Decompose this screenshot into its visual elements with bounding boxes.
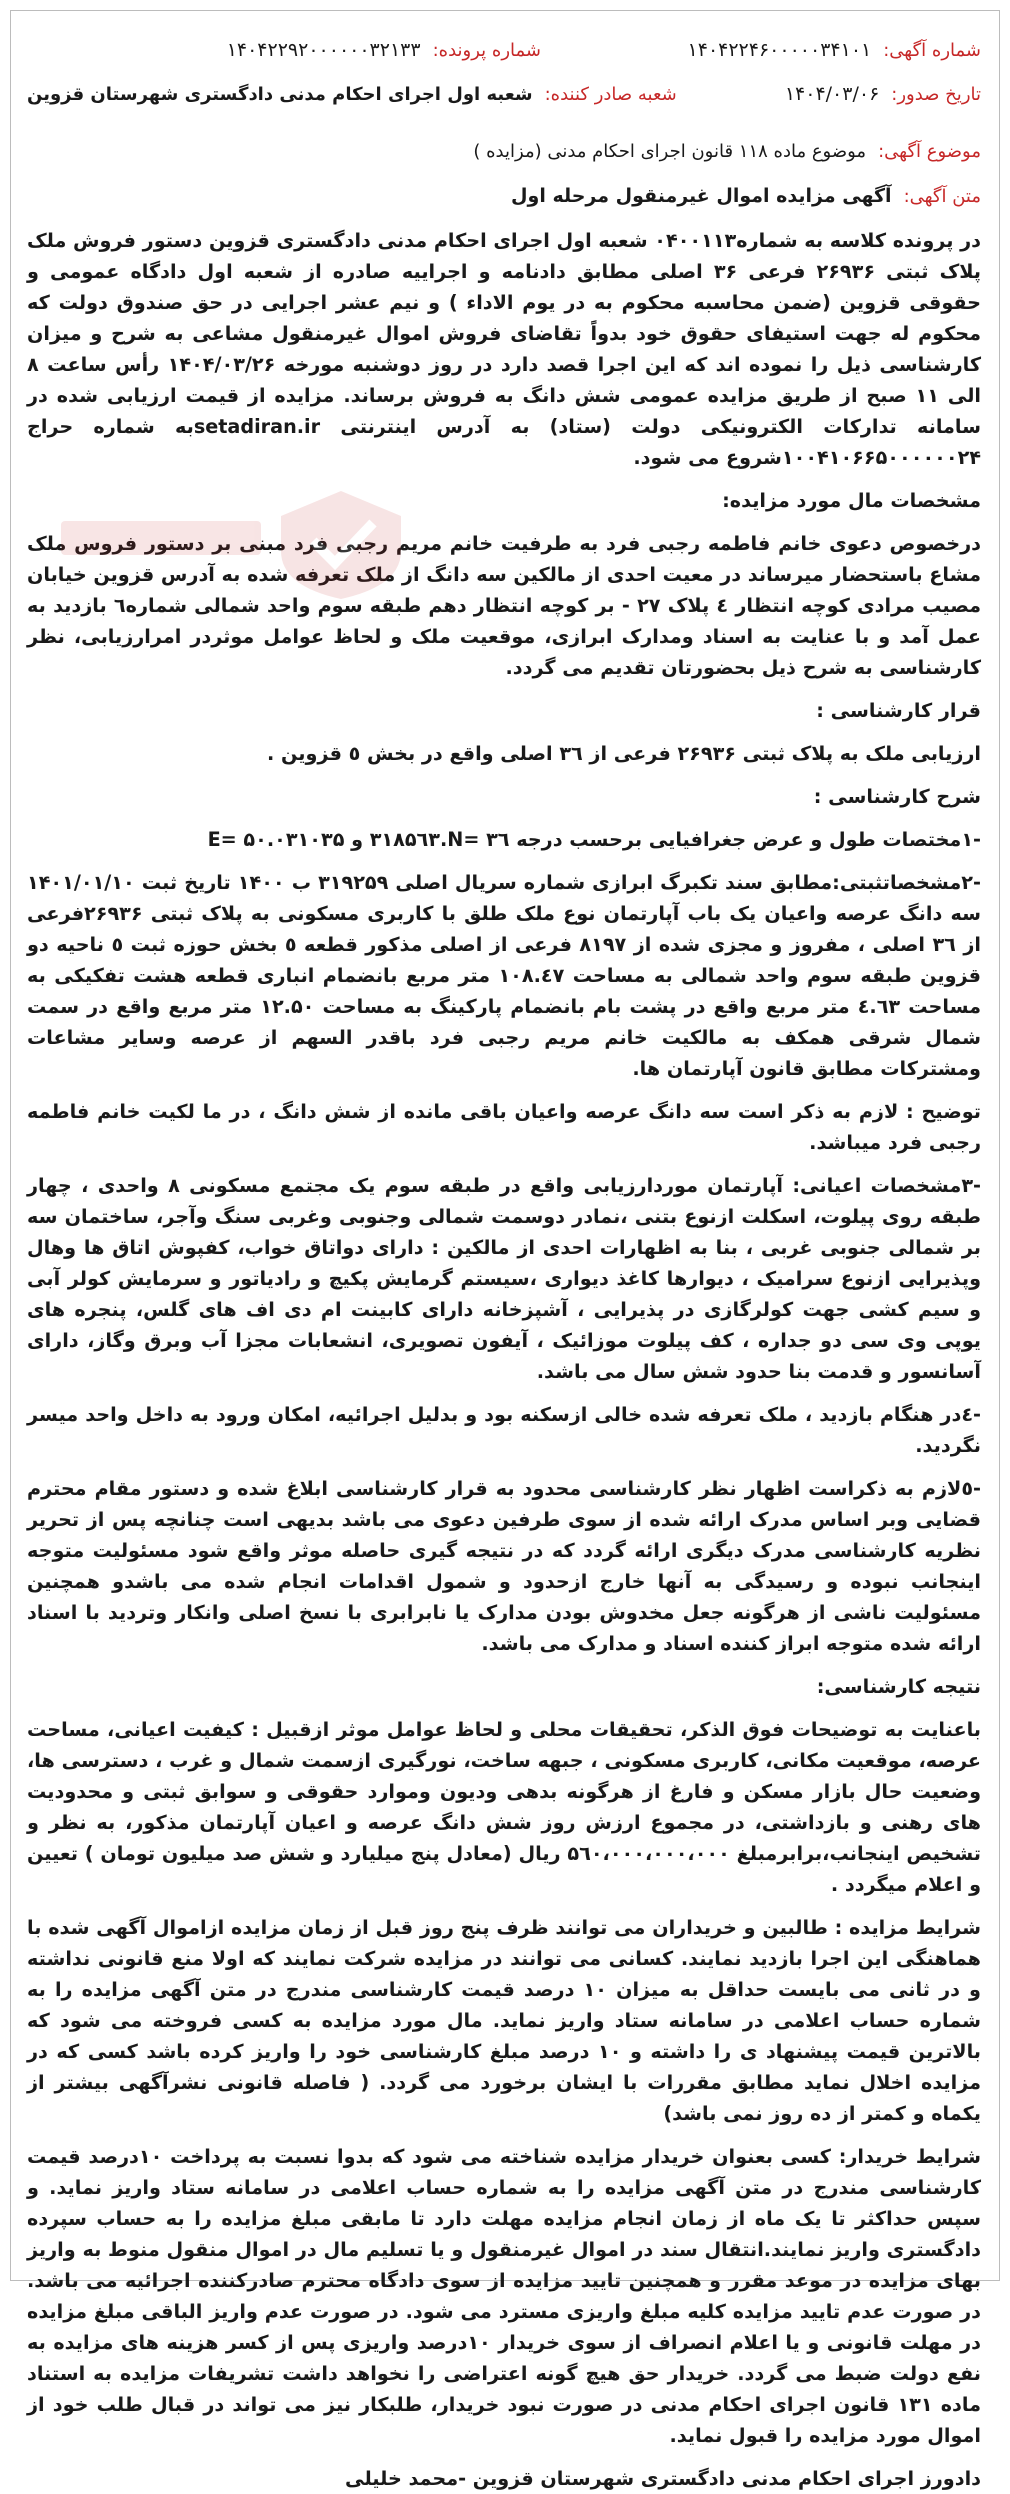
case-number: [27, 39, 541, 61]
issuer: [27, 84, 677, 105]
ad-number: [541, 39, 981, 61]
header-row-2: [27, 83, 981, 127]
issue-date-value: ۱۴۰۴/۰۳/۰۶: [784, 83, 880, 105]
paragraph-registration: -۲مشخصاتثبتی:مطابق سند تکبرگ ابرازی شماره سریال اصلی ۳۱۹۲۵۹ ب ۱۴۰۰ تاریخ ثبت ۱۴۰۱/۰۱/۱۰ سه دانگ عرصه واعیان یک باب آپارتمان نوع ملک طلق با کاربری مسکونی به پلاک ثبتی ۲۶۹۳۶فرعی از ۳٦ اصلی ، مفروز و مجزی شده از ۸۱۹۷ فرعی از اصلی مذکور قطعه ٥ بخش حوزه ثبت ٥ ناحیه دو قزوین طبقه سوم واحد شمالی به مساحت ۱۰۸.٤۷ متر مربع بانضمام انباری قطعه هشت تفکیکی به مساحت ٤.٦۳ متر مربع واقع در پشت بام بانضمام پارکینگ به مساحت ۱۲.۵۰ متر مربع واقع در سمت شمال شرقی همکف به مالکیت خانم مریم رجبی فرد باقدر السهم از عرصه وسایر مشاعات ومشترکات مطابق قانون آپارتمان ها.: [27, 871, 981, 1080]
text-label: متن آگهی:: [903, 186, 981, 207]
subject-row: [27, 141, 981, 185]
text-title-row: [27, 185, 981, 225]
paragraph-order: ارزیابی ملک به پلاک ثبتی ۲۶۹۳۶ فرعی از ۳٦ اصلی واقع در بخش ٥ قزوین .: [267, 742, 981, 765]
section-title-description: شرح کارشناسی :: [813, 785, 981, 808]
paragraph-coordinates: -۱مختصات طول و عرض جغرافیایی برحسب درجه N= ۳٦.۳۱۸۵٦۳ و E= ۵۰.۰۳۱۰۳۵: [207, 828, 981, 851]
ad-number-value: ۱۴۰۴۲۲۴۶۰۰۰۰۰۳۴۱۰۱: [687, 39, 872, 61]
subject-label: موضوع آگهی:: [878, 141, 981, 162]
section-title-result: نتیجه کارشناسی:: [816, 1675, 981, 1698]
issuer-label: شعبه صادر کننده:: [544, 84, 677, 105]
header-row-1: [27, 39, 981, 83]
notice-document: [10, 10, 1000, 2490]
text-title: آگهی مزایده اموال غیرمنقول مرحله اول: [511, 185, 892, 207]
paragraph-intro: در پرونده کلاسه به شماره۰۴۰۰۱۱۳ شعبه اول اجرای احکام مدنی دادگستری قزوین دستور فروش ملک پلاک ثبتی ۲۶۹۳۶ فرعی ۳۶ اصلی مطابق دادنامه و اجراییه صادره از شعبه اول دادگاه عمومی و حقوقی قزوین (ضمن محاسبه محکوم به در یوم الاداء ) و نیم عشر اجرایی در حق صندوق دولت که محکوم له جهت استیفای حقوق خود بدواً تقاضای فروش اموال غیرمنقول مشاعی به شرح و میزان کارشناسی ذیل را نموده اند که این اجرا قصد دارد در روز دوشنبه مورخه ۱۴۰۴/۰۳/۲۶ رأس ساعت ۸ الی ۱۱ صبح از طریق مزایده عمومی شش دانگ به فروش برساند. مزایده از قیمت ارزیابی شده در سامانه تدارکات الکترونیکی دولت (ستاد) به آدرس اینترنتی setadiran.irبه شماره حراج ۱۰۰۴۱۰۶۶۵۰۰۰۰۰۰۲۴شروع می شود.: [27, 229, 982, 469]
issue-date-label: تاریخ صدور:: [891, 84, 981, 105]
section-title-order: قرار کارشناسی :: [816, 699, 981, 722]
paragraph-disclaimer: -٥لازم به ذکراست اظهار نظر کارشناسی محدود به قرار کارشناسی ابلاغ شده و دستور مقام محترم قضایی وبر اساس مدرک ارائه شده از سوی طرفین دعوی می باشد بدیهی است چنانچه پس از تحریر نظریه کارشناسی مدرک دیگری ارائه گردد که در نتیجه گیری حاصله موثر واقع شود مسئولیت متوجه اینجانب نبوده و رسیدگی به آنها خارج ازحدود و شمول اقدامات انجام شده می باشدو همچنین مسئولیت ناشی از هرگونه جعل مخدوش بودن مدارک یا نابرابری با نسخ اصلی وانکار وتردید با اسناد ارائه شده متوجه ابراز کننده اسناد و مدارک می باشد.: [27, 1477, 981, 1655]
paragraph-valuation: باعنایت به توضیحات فوق الذکر، تحقیقات محلی و لحاظ عوامل موثر ازقبیل : کیفیت اعیانی، مساحت عرصه، موقعیت مکانی، کاربری مسکونی ، جبهه ساخت، نورگیری ازسمت شمال و غرب ، دسترسی ها، وضعیت حال بازار مسکن و فارغ از هرگونه بدهی ودیون وموارد حقوقی و سوابق ثبتی و محدودیت های رهنی و بازداشتی، در مجموع ارزش روز شش دانگ عرصه و اعیان آپارتمان مذکور، به نظر و تشخیص اینجانب،برابرمبلغ ۵٦۰،۰۰۰،۰۰۰،۰۰۰ ریال (معادل پنج میلیارد و شش صد میلیون تومان ) تعیین و اعلام میگردد .: [27, 1718, 981, 1896]
notice-body: [27, 225, 981, 2494]
paragraph-claim: درخصوص دعوی خانم فاطمه رجبی فرد به طرفیت خانم مریم رجبی فرد مبنی بر دستور فروس ملک مشاع باستحضار میرساند در معیت احدی از مالکین سه دانگ از ملک تعرفه شده به آدرس قزوین خیابان مصیب مرادی کوچه انتظار ٤ پلاک ۲۷ - بر کوچه انتظار دهم طبقه سوم واحد شمالی شماره٦ بازدید به عمل آمد و با عنایت به اسناد ومدارک ابرازی، موقعیت ملک و لحاظ عوامل موثردر امرارزیابی، نظر کارشناسی به شرح ذیل بحضورتان تقدیم می گردد.: [27, 532, 982, 679]
issuer-value: شعبه اول اجرای احکام مدنی دادگستری شهرستان قزوین: [27, 84, 533, 105]
case-number-label: شماره پرونده:: [432, 40, 541, 61]
subject-value: موضوع ماده ۱۱۸ قانون اجرای احکام مدنی (مزایده ): [473, 141, 867, 162]
case-number-value: ۱۴۰۴۲۲۹۲۰۰۰۰۰۰۳۲۱۳۳: [226, 39, 421, 61]
signature: دادورز اجرای احکام مدنی دادگستری شهرستان قزوین -محمد خلیلی: [345, 2467, 981, 2490]
issue-date: [677, 83, 981, 105]
section-title-property: مشخصات مال مورد مزایده:: [722, 489, 981, 512]
paragraph-visit: -٤در هنگام بازدید ، ملک تعرفه شده خالی ازسکنه بود و بدلیل اجرائیه، امکان ورود به داخل واحد میسر نگردید.: [27, 1403, 981, 1457]
ad-number-label: شماره آگهی:: [883, 40, 981, 61]
paragraph-auction-terms: شرایط مزایده : طالبین و خریداران می توانند ظرف پنج روز قبل از زمان مزایده ازاموال آگهی شده با هماهنگی این اجرا بازدید نمایند. کسانی می توانند در مزایده شرکت نمایند که اولا منع قانونی نداشته و در ثانی می بایست حداقل به میزان ۱۰ درصد قیمت کارشناسی مندرج در متن آگهی مزایده را به شماره حساب اعلامی در سامانه ستاد واریز نماید. مال مورد مزایده به کسی فروخته می شود که بالاترین قیمت پیشنهاد ی را داشته و ۱۰ درصد مبلغ کارشناسی خود را واریز کرده باشد کسی که در مزایده اخلال نماید مطابق مقررات با ایشان برخورد می گردد. ( فاصله قانونی نشرآگهی بیشتر از یکماه و کمتر از ده روز نمی باشد): [27, 1916, 981, 2125]
paragraph-buyer-terms: شرایط خریدار: کسی بعنوان خریدار مزایده شناخته می شود که بدوا نسبت به پرداخت ۱۰درصد قیمت کارشناسی مندرج در متن آگهی مزایده را به شماره حساب اعلامی در سامانه ستاد واریز نماید. و سپس حداکثر تا یک ماه از زمان انجام مزایده مهلت دارد تا مابقی مبلغ مزایده را به حساب سپرده دادگستری واریز نمایند.انتقال سند در اموال غیرمنقول و یا تسلیم مال در اموال منقول منوط به واریز بهای مزایده در موعد مقرر و همچنین تایید مزایده از سوی دادگاه محترم صادرکننده اجرائیه می باشد. در صورت عدم تایید مزایده کلیه مبلغ واریزی مسترد می شود. در صورت عدم واریز الباقی مبلغ مزایده در مهلت قانونی و یا اعلام انصراف از سوی خریدار ۱۰درصد واریزی پس از کسر هزینه های مزایده به نفع دولت ضبط می گردد. خریدار حق هیچ گونه اعتراضی را نخواهد داشت تشریفات مزایده به استناد ماده ۱۳۱ قانون اجرای احکام مدنی در صورت نبود خریدار، طلبکار نیز می تواند در قبال طلب خود از اموال مورد مزایده را قبول نماید.: [27, 2145, 981, 2447]
paragraph-building: -۳مشخصات اعیانی: آپارتمان موردارزیابی واقع در طبقه سوم یک مجتمع مسکونی ۸ واحدی ، چهار طبقه روی پیلوت، اسکلت ازنوع بتنی ،نمادر دوسمت شمالی وجنوبی وغربی سنگ وآجر، ساختمان سه بر شمالی جنوبی غربی ، بنا به اظهارات احدی از مالکین : دارای دواتاق خواب، کفپوش اتاق ها وهال وپذیرایی ازنوع سرامیک ، دیوارها کاغذ دیواری ،سیستم گرمایش پکیچ و رادیاتور و سرمایش کولر آبی و سیم کشی جهت کولرگازی در پذیرایی ، آشپزخانه دارای کابینت ام دی اف های گلس، پنجره های یوپی وی سی دو جداره ، کف پیلوت موزائیک ، آیفون تصویری، انشعابات مجزا آب وبرق وگاز، دارای آسانسور و قدمت بنا حدود شش سال می باشد.: [27, 1174, 981, 1383]
paragraph-note: توضیح : لازم به ذکر است سه دانگ عرصه واعیان باقی مانده از شش دانگ ، در ما لکیت خانم فاطمه رجبی فرد میباشد.: [27, 1100, 981, 1154]
